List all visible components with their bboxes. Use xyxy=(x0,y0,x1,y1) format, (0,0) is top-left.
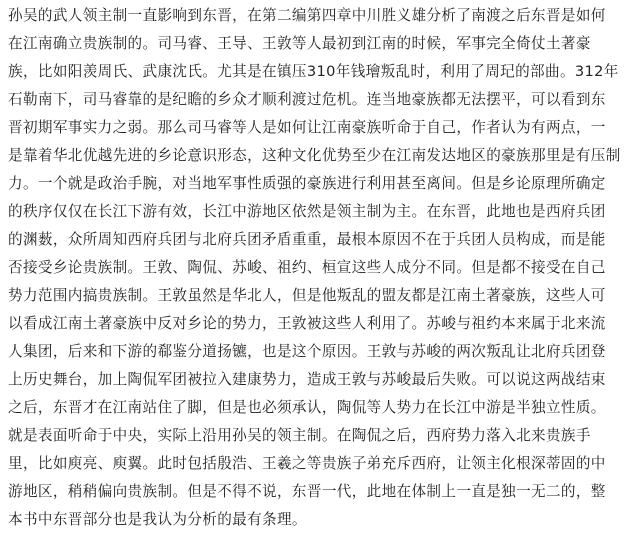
text-line: 上历史舞台，加上陶侃军团被拉入建康势力，造成王敦与苏峻最后失败。可以说这两战结束 xyxy=(8,371,606,388)
text-line: 是靠着华北优越先进的乡论意识形态，这种文化优势至少在江南发达地区的豪族那里是有压制 xyxy=(8,147,621,164)
text-line: 游地区，稍稍偏向贵族制。但是不得不说，东晋一代，此地在体制上一直是独一无二的，整 xyxy=(8,483,606,500)
text-line: 本书中东晋部分也是我认为分析的最有条理。 xyxy=(8,511,307,528)
text-line: 的秩序仅仅在长江下游有效，长江中游地区依然是领主制为主。在东晋，此地也是西府兵团 xyxy=(8,203,606,220)
text-line: 孙吴的武人领主制一直影响到东晋，在第二编第四章中川胜义雄分析了南渡之后东晋是如何 xyxy=(8,7,606,24)
text-line: 就是表面听命于中央，实际上沿用孙吴的领主制。在陶侃之后，西府势力落入北来贵族手 xyxy=(8,427,591,444)
document-body xyxy=(8,2,638,534)
text-line: 人集团，后来和下游的郗鉴分道扬镳，也是这个原因。王敦与苏峻的两次叛乱让北府兵团登 xyxy=(8,343,606,360)
text-line: 否接受乡论贵族制。王敦、陶侃、苏峻、祖约、桓宣这些人成分不同。但是都不接受在自己 xyxy=(8,259,606,276)
text-line: 力。一个就是政治手腕，对当地军事性质强的豪族进行利用甚至离间。但是乡论原理所确定 xyxy=(8,175,606,192)
text-line: 晋初期军事实力之弱。那么司马睿等人是如何让江南豪族听命于自己，作者认为有两点，一 xyxy=(8,119,606,136)
text-line: 在江南确立贵族制的。司马睿、王导、王敦等人最初到江南的时候，军事完全倚仗土著豪 xyxy=(8,35,591,52)
text-line: 族，比如阳羡周氏、武康沈氏。尤其是在镇压310年钱璯叛乱时，利用了周玘的部曲。312年 xyxy=(8,63,619,80)
text-line: 以看成江南土著豪族中反对乡论的势力，王敦被这些人利用了。苏峻与祖约本来属于北来流 xyxy=(8,315,606,332)
text-line: 里，比如庾亮、庾翼。此时包括殷浩、王羲之等贵族子弟充斥西府，让领主化根深蒂固的中 xyxy=(8,455,606,472)
text-line: 石勒南下，司马睿靠的是纪瞻的乡众才顺利渡过危机。连当地豪族都无法摆平，可以看到东 xyxy=(8,91,606,108)
text-line: 的渊薮，众所周知西府兵团与北府兵团矛盾重重，最根本原因不在于兵团人员构成，而是能 xyxy=(8,231,606,248)
text-line: 势力范围内搞贵族制。王敦虽然是华北人，但是他叛乱的盟友都是江南土著豪族，这些人可 xyxy=(8,287,606,304)
text-line: 之后，东晋才在江南站住了脚，但是也必须承认，陶侃等人势力在长江中游是半独立性质。 xyxy=(8,399,606,416)
